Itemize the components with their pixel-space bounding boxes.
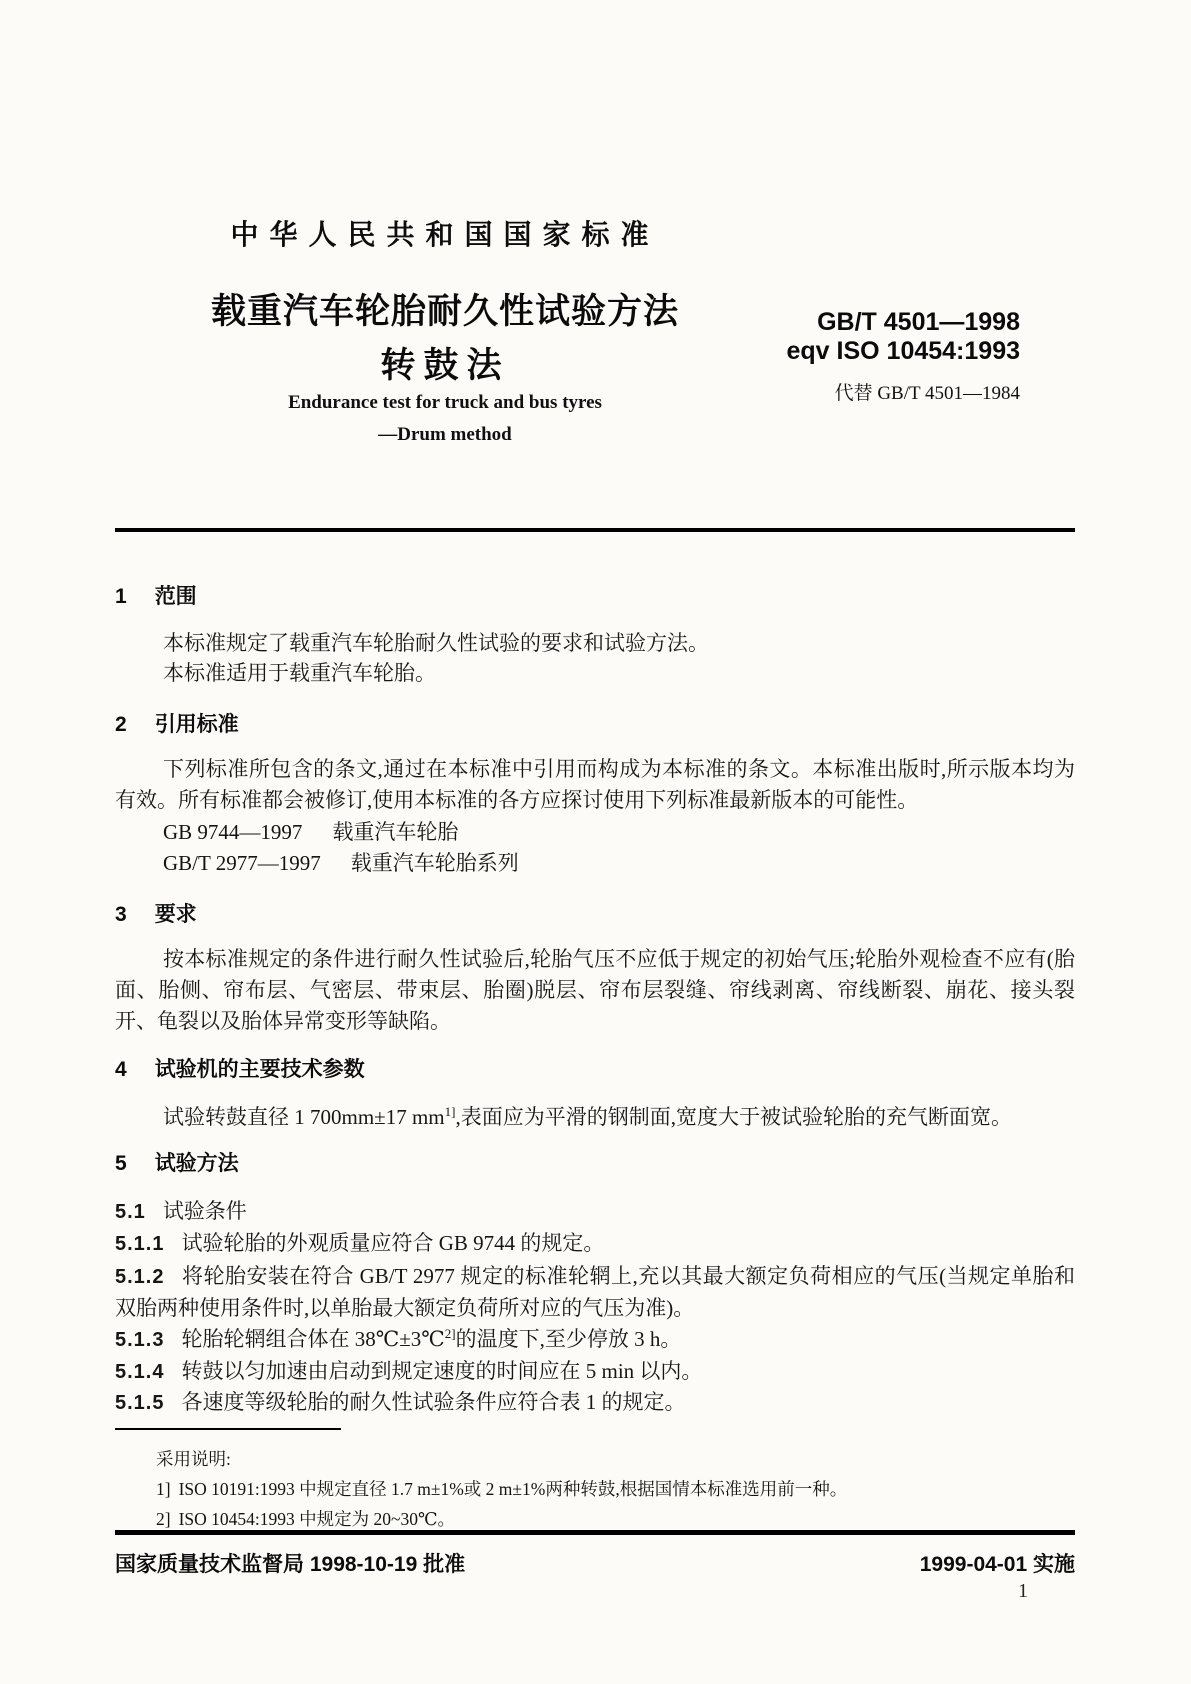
document-title-zh: 载重汽车轮胎耐久性试验方法 <box>210 292 679 331</box>
section-heading-3 <box>115 902 1075 928</box>
footnote-ref-1: 1] <box>444 1104 456 1119</box>
footnote-ref-2: 2] <box>444 1326 456 1341</box>
clause-5-1 <box>115 1196 1075 1228</box>
section-number: 5 <box>115 1152 127 1175</box>
replaces-note: 代替 GB/T 4501—1984 <box>834 383 1020 404</box>
clause-text: 轮胎轮辋组合体在 38℃±3℃ <box>181 1327 445 1351</box>
footnote-item-2 <box>156 1507 1076 1531</box>
clause-number: 5.1 <box>115 1201 146 1223</box>
paragraph: 按本标准规定的条件进行耐久性试验后,轮胎气压不应低于规定的初始气压;轮胎外观检查不应有(胎面、胎侧、帘布层、气密层、带束层、胎圈)脱层、帘布层裂缝、帘线剥离、帘线断裂、崩花、接头裂开、龟裂以及胎体异常变形等缺陷。 <box>115 947 1075 1033</box>
clause-text: 试验轮胎的外观质量应符合 GB 9744 的规定。 <box>181 1231 605 1255</box>
clause-number: 5.1.5 <box>115 1392 165 1414</box>
clause-number: 5.1.4 <box>115 1361 165 1383</box>
clause-5-1-1 <box>115 1228 1075 1260</box>
paragraph <box>115 1102 1075 1133</box>
clause-5-1-5 <box>115 1387 1075 1419</box>
section-heading-1 <box>115 584 1075 610</box>
section-number: 3 <box>115 903 127 926</box>
clause-number: 5.1.2 <box>115 1266 165 1288</box>
section-heading-5 <box>115 1151 1075 1177</box>
reference-code: GB 9744—1997 <box>163 820 303 844</box>
section-heading-4 <box>115 1057 1075 1083</box>
reference-name: 载重汽车轮胎 <box>332 820 459 844</box>
section-number: 4 <box>115 1058 127 1081</box>
reference-name: 载重汽车轮胎系列 <box>350 851 519 875</box>
footer-divider <box>115 1530 1075 1535</box>
equivalence-note: eqv ISO 10454:1993 <box>786 337 1020 365</box>
standard-code-block <box>787 308 1021 405</box>
reference-code: GB/T 2977—1997 <box>163 851 321 875</box>
section-number: 2 <box>115 713 127 736</box>
section-title: 试验机的主要技术参数 <box>154 1058 365 1081</box>
approval-statement: 国家质量技术监督局 1998-10-19 批准 <box>115 1553 466 1576</box>
footnote-item-1 <box>156 1477 1076 1501</box>
section-title: 引用标准 <box>154 713 239 736</box>
footnote-text: ISO 10191:1993 中规定直径 1.7 m±1%或 2 m±1%两种转鼓,根据国情本标准选用前一种。 <box>178 1479 848 1499</box>
clause-number: 5.1.1 <box>115 1233 165 1255</box>
clause-5-1-3 <box>115 1324 1075 1356</box>
footnote-marker: 1] <box>156 1479 171 1499</box>
section-title: 试验方法 <box>154 1152 239 1175</box>
clause-text: 各速度等级轮胎的耐久性试验条件应符合表 1 的规定。 <box>181 1390 686 1414</box>
clause-5-1-4 <box>115 1356 1075 1388</box>
footnote-marker: 2] <box>156 1509 171 1529</box>
reference-item <box>115 818 1075 846</box>
page-number: 1 <box>1018 1580 1028 1602</box>
clause-5-1-2 <box>115 1261 1075 1324</box>
document-title-en: Endurance test for truck and bus tyres <box>288 392 602 413</box>
clause-number: 5.1.3 <box>115 1329 165 1351</box>
clause-text: 的温度下,至少停放 3 h。 <box>455 1327 682 1351</box>
footnote-label: 采用说明: <box>156 1449 231 1469</box>
implementation-statement: 1999-04-01 实施 <box>919 1553 1075 1576</box>
section-heading-2 <box>115 712 1075 738</box>
paragraph: 本标准规定了载重汽车轮胎耐久性试验的要求和试验方法。 <box>163 631 709 655</box>
clause-text: 试验条件 <box>162 1199 247 1223</box>
reference-item <box>115 849 1075 877</box>
footnote-text: ISO 10454:1993 中规定为 20~30℃。 <box>178 1509 456 1529</box>
section-number: 1 <box>115 585 127 608</box>
section-title: 范围 <box>154 585 197 608</box>
footer-row <box>115 1548 1075 1578</box>
document-subtitle-en: —Drum method <box>378 424 512 445</box>
paragraph-text: 试验转鼓直径 1 700mm±17 mm <box>163 1105 445 1129</box>
document-subtitle-zh: 转鼓法 <box>380 346 510 385</box>
paragraph: 下列标准所包含的条文,通过在本标准中引用而构成为本标准的条文。本标准出版时,所示版本均为有效。所有标准都会被修订,使用本标准的各方应探讨使用下列标准最新版本的可能性。 <box>115 757 1075 812</box>
clause-text: 转鼓以匀加速由启动到规定速度的时间应在 5 min 以内。 <box>181 1359 703 1383</box>
standard-code: GB/T 4501—1998 <box>817 308 1020 336</box>
clause-text: 将轮胎安装在符合 GB/T 2977 规定的标准轮辋上,充以其最大额定负荷相应的气压(当规定单胎和双胎两种使用条件时,以单胎最大额定负荷所对应的气压为准)。 <box>115 1264 1075 1320</box>
section-title: 要求 <box>154 903 197 926</box>
paragraph-text: ,表面应为平滑的钢制面,宽度大于被试验轮胎的充气断面宽。 <box>455 1105 1012 1129</box>
paragraph: 本标准适用于载重汽车轮胎。 <box>163 661 436 685</box>
national-standard-label: 中华人民共和国国家标准 <box>230 219 660 250</box>
header-divider <box>115 528 1075 532</box>
footnote-divider <box>115 1428 341 1430</box>
